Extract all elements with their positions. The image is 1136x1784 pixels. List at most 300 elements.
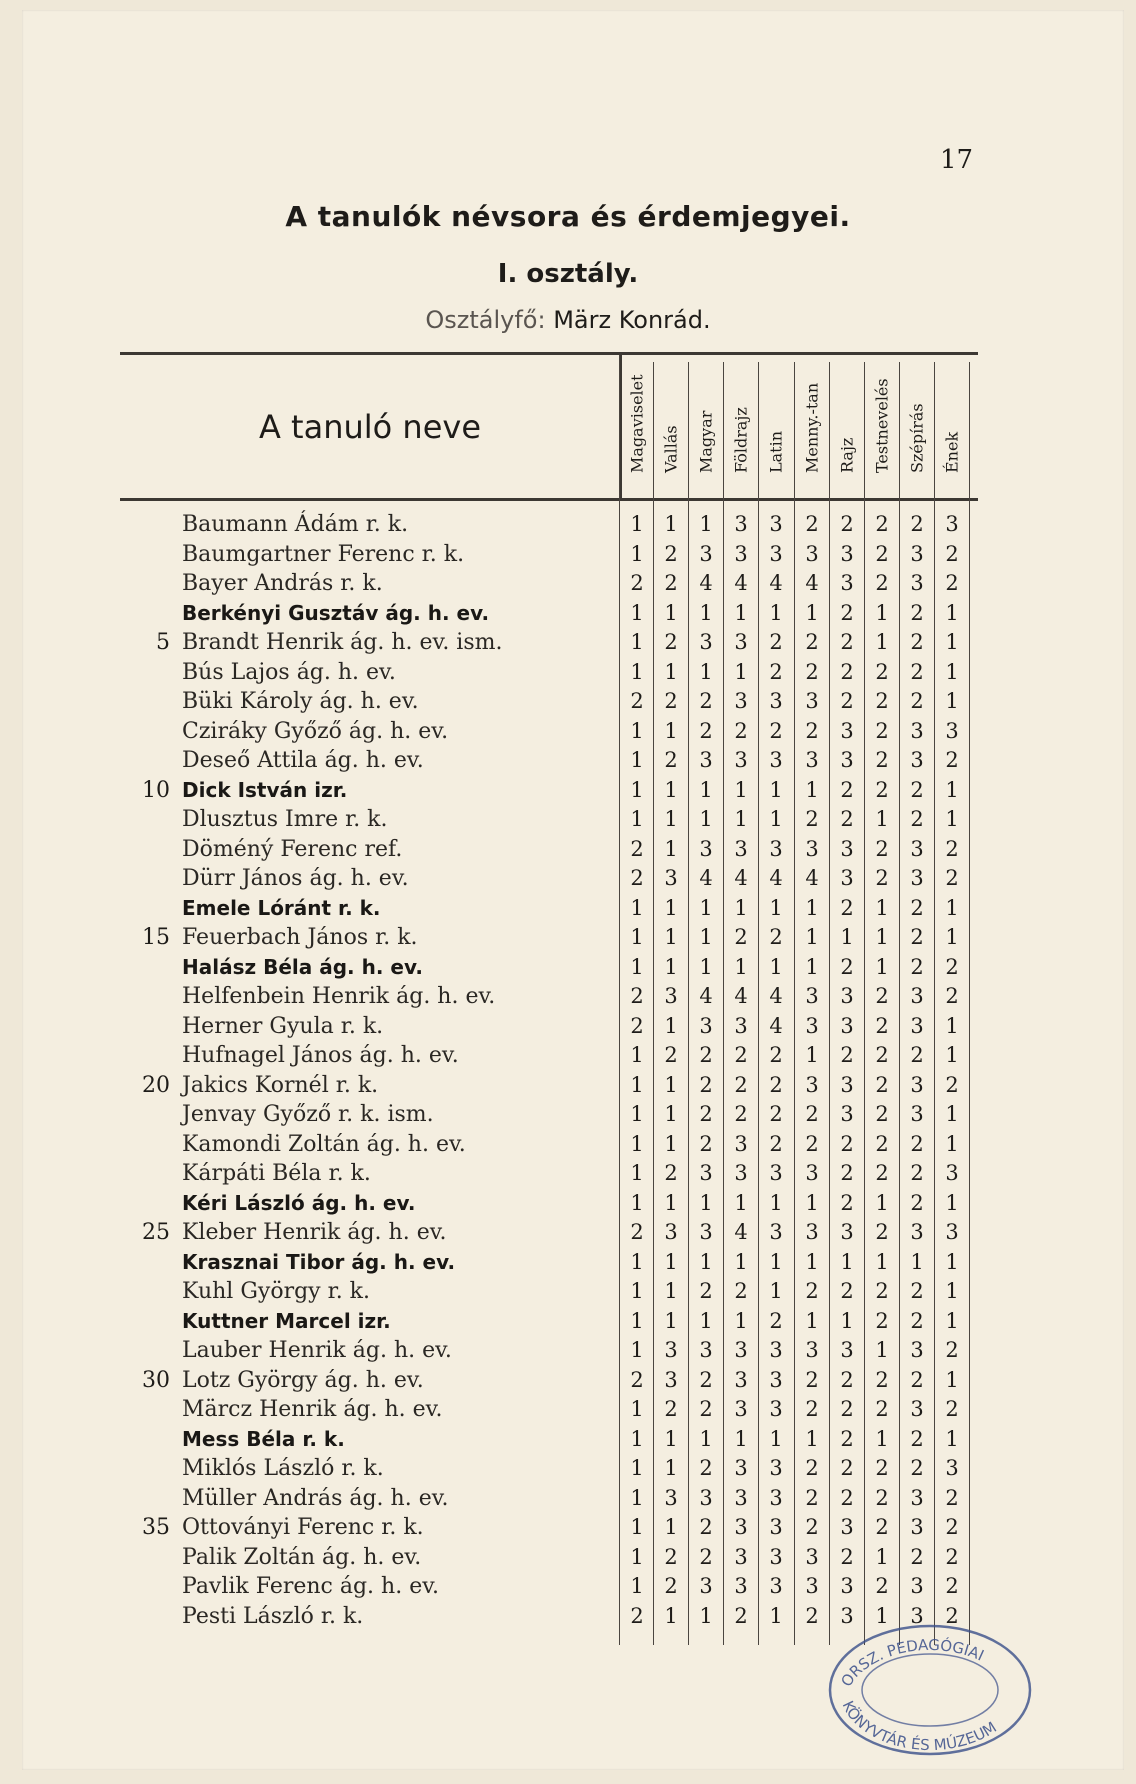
grade-cell: 3 bbox=[664, 1220, 678, 1244]
grade-cell: 1 bbox=[769, 1603, 783, 1628]
grade-cell: 1 bbox=[875, 807, 889, 831]
student-name: Büki Károly ág. h. ev. bbox=[182, 689, 419, 714]
grade-cell: 3 bbox=[769, 1161, 783, 1185]
grade-cell: 2 bbox=[910, 1279, 924, 1303]
grade-cell: 3 bbox=[769, 836, 783, 861]
grade-cell: 2 bbox=[840, 1131, 854, 1156]
grade-cell: 1 bbox=[734, 807, 748, 831]
grade-cell: 2 bbox=[875, 1574, 889, 1598]
grade-cell: 1 bbox=[630, 718, 644, 743]
subject-header-label: Ének bbox=[942, 431, 962, 473]
grade-cell: 2 bbox=[910, 1131, 924, 1156]
grade-cell: 3 bbox=[769, 748, 783, 772]
grade-cell: 2 bbox=[875, 1220, 889, 1244]
grade-cell: 3 bbox=[699, 836, 713, 861]
grade-cell: 2 bbox=[840, 659, 854, 684]
grade-cell: 3 bbox=[910, 1515, 924, 1539]
grade-cell: 2 bbox=[875, 571, 889, 595]
grade-cell: 4 bbox=[734, 1220, 748, 1244]
student-name: Müller András ág. h. ev. bbox=[182, 1485, 449, 1511]
grade-cell: 3 bbox=[769, 689, 783, 713]
grade-cell: 1 bbox=[875, 1249, 889, 1274]
grade-cell: 2 bbox=[630, 984, 644, 1008]
grade-cell: 2 bbox=[945, 954, 959, 979]
student-name: Kuhl György r. k. bbox=[182, 1279, 370, 1304]
grade-cell: 2 bbox=[910, 689, 924, 713]
grade-cell: 2 bbox=[875, 1456, 889, 1480]
student-row bbox=[0, 864, 1136, 893]
grade-cell: 3 bbox=[840, 1072, 854, 1097]
grade-cell: 1 bbox=[630, 541, 644, 566]
grade-cell: 3 bbox=[699, 1338, 713, 1362]
grade-cell: 1 bbox=[699, 512, 713, 536]
grade-cell: 1 bbox=[769, 1279, 783, 1303]
class-teacher-label: Osztályfő: bbox=[425, 306, 546, 334]
grade-cell: 2 bbox=[630, 1013, 644, 1038]
grade-cell: 3 bbox=[840, 541, 854, 566]
grade-cell: 2 bbox=[769, 630, 783, 654]
grade-cell: 3 bbox=[945, 1161, 959, 1185]
grade-cell: 1 bbox=[630, 748, 644, 772]
grade-cell: 2 bbox=[945, 571, 959, 595]
student-name: Helfenbein Henrik ág. h. ev. bbox=[182, 984, 496, 1009]
grade-cell: 1 bbox=[630, 1485, 644, 1510]
grade-cell: 3 bbox=[734, 748, 748, 772]
student-name: Halász Béla ág. h. ev. bbox=[182, 954, 423, 979]
grade-cell: 1 bbox=[840, 925, 854, 949]
grade-cell: 2 bbox=[630, 1220, 644, 1244]
student-row bbox=[0, 982, 1136, 1011]
grade-cell: 3 bbox=[910, 1102, 924, 1126]
grade-cell: 1 bbox=[875, 600, 889, 625]
student-name: Dick István izr. bbox=[182, 777, 348, 802]
grade-cell: 2 bbox=[875, 748, 889, 772]
grade-cell: 3 bbox=[840, 1515, 854, 1539]
grade-cell: 2 bbox=[769, 1043, 783, 1067]
student-name: Kleber Henrik ág. h. ev. bbox=[182, 1220, 447, 1245]
grade-cell: 3 bbox=[734, 1485, 748, 1510]
student-name: Baumgartner Ferenc r. k. bbox=[182, 541, 465, 567]
grade-cell: 2 bbox=[910, 630, 924, 654]
student-row bbox=[0, 540, 1136, 569]
subject-header-label: Testnevelés bbox=[872, 378, 892, 473]
student-name: Emele Lóránt r. k. bbox=[182, 895, 381, 920]
subject-header bbox=[654, 360, 688, 492]
grade-cell: 2 bbox=[734, 1102, 748, 1126]
grade-cell: 1 bbox=[875, 1338, 889, 1362]
grade-cell: 2 bbox=[840, 954, 854, 979]
grade-cell: 3 bbox=[734, 1456, 748, 1480]
stamp-text-bottom: KÖNYVTÁR ÉS MÚZEUM bbox=[838, 1697, 1000, 1755]
grade-cell: 1 bbox=[630, 807, 644, 831]
student-name: Kamondi Zoltán ág. h. ev. bbox=[182, 1131, 466, 1157]
grade-cell: 3 bbox=[734, 630, 748, 654]
grade-cell: 3 bbox=[910, 1603, 924, 1628]
subject-header-label: Vallás bbox=[661, 425, 681, 473]
grade-cell: 2 bbox=[910, 1426, 924, 1451]
grade-cell: 2 bbox=[840, 512, 854, 536]
grade-cell: 3 bbox=[840, 571, 854, 595]
grade-cell: 2 bbox=[875, 1072, 889, 1097]
grade-cell: 1 bbox=[630, 1574, 644, 1598]
grade-cell: 2 bbox=[875, 1485, 889, 1510]
grade-cell: 2 bbox=[699, 1456, 713, 1480]
student-row bbox=[0, 805, 1136, 834]
grade-cell: 2 bbox=[699, 1072, 713, 1097]
grade-cell: 1 bbox=[769, 807, 783, 831]
grade-cell: 1 bbox=[945, 600, 959, 625]
grade-cell: 2 bbox=[910, 659, 924, 684]
grade-cell: 3 bbox=[734, 1131, 748, 1156]
grade-cell: 1 bbox=[734, 777, 748, 802]
subject-header-label: Szépírás bbox=[907, 403, 927, 473]
row-number: 25 bbox=[142, 1220, 170, 1245]
grade-cell: 1 bbox=[630, 1161, 644, 1185]
grade-cell: 2 bbox=[805, 1603, 819, 1628]
student-row bbox=[0, 776, 1136, 805]
grade-cell: 3 bbox=[805, 1072, 819, 1097]
grade-cell: 3 bbox=[699, 1220, 713, 1244]
grade-cell: 2 bbox=[630, 1603, 644, 1628]
grade-cell: 2 bbox=[699, 1544, 713, 1569]
grade-cell: 3 bbox=[734, 836, 748, 861]
grade-cell: 2 bbox=[945, 1515, 959, 1539]
student-row bbox=[0, 746, 1136, 775]
grade-cell: 1 bbox=[664, 925, 678, 949]
grade-cell: 1 bbox=[875, 895, 889, 920]
grade-cell: 2 bbox=[875, 1367, 889, 1392]
grade-cell: 3 bbox=[769, 1397, 783, 1421]
grade-cell: 2 bbox=[769, 925, 783, 949]
grade-cell: 2 bbox=[875, 1131, 889, 1156]
grade-cell: 3 bbox=[769, 1544, 783, 1569]
grade-cell: 3 bbox=[734, 1515, 748, 1539]
student-name: Kéri László ág. h. ev. bbox=[182, 1190, 416, 1215]
grade-cell: 2 bbox=[664, 748, 678, 772]
grade-cell: 3 bbox=[769, 1485, 783, 1510]
grade-cell: 1 bbox=[664, 1102, 678, 1126]
student-row bbox=[0, 1395, 1136, 1424]
grade-cell: 2 bbox=[875, 777, 889, 802]
grade-cell: 2 bbox=[805, 1515, 819, 1539]
grade-cell: 3 bbox=[769, 1456, 783, 1480]
grade-cell: 3 bbox=[840, 1338, 854, 1362]
grade-cell: 2 bbox=[664, 1161, 678, 1185]
grade-cell: 1 bbox=[664, 1603, 678, 1628]
grade-cell: 4 bbox=[699, 866, 713, 890]
student-name: Märcz Henrik ág. h. ev. bbox=[182, 1397, 443, 1422]
grade-cell: 2 bbox=[840, 1190, 854, 1215]
grade-cell: 1 bbox=[805, 777, 819, 802]
grade-cell: 1 bbox=[945, 1249, 959, 1274]
stamp-text-top: ORSZ. PEDAGÓGIAI bbox=[837, 1635, 987, 1690]
grade-cell: 1 bbox=[769, 954, 783, 979]
student-row bbox=[0, 1513, 1136, 1542]
grade-cell: 3 bbox=[910, 1338, 924, 1362]
grade-cell: 1 bbox=[945, 1367, 959, 1392]
grade-cell: 3 bbox=[769, 1574, 783, 1598]
grade-cell: 2 bbox=[699, 1367, 713, 1392]
student-name: Cziráky Győző ág. h. ev. bbox=[182, 718, 449, 744]
grade-cell: 2 bbox=[630, 689, 644, 713]
grade-cell: 1 bbox=[630, 1426, 644, 1451]
grade-cell: 2 bbox=[734, 1043, 748, 1067]
grade-cell: 2 bbox=[945, 1603, 959, 1628]
grade-cell: 2 bbox=[664, 541, 678, 566]
student-name: Herner Gyula r. k. bbox=[182, 1013, 384, 1039]
page-number: 17 bbox=[940, 145, 974, 175]
grade-cell: 1 bbox=[664, 777, 678, 802]
grade-cell: 1 bbox=[734, 895, 748, 920]
grade-cell: 1 bbox=[630, 1279, 644, 1303]
grade-cell: 1 bbox=[664, 1013, 678, 1038]
grade-cell: 2 bbox=[945, 1544, 959, 1569]
grade-cell: 1 bbox=[699, 659, 713, 684]
grade-cell: 3 bbox=[699, 541, 713, 566]
grade-cell: 3 bbox=[699, 630, 713, 654]
grade-cell: 2 bbox=[664, 1574, 678, 1598]
grade-cell: 1 bbox=[630, 925, 644, 949]
grade-cell: 1 bbox=[805, 1190, 819, 1215]
subject-header-label: Latin bbox=[766, 430, 786, 473]
grade-cell: 1 bbox=[840, 1308, 854, 1333]
grade-cell: 2 bbox=[945, 1338, 959, 1362]
grade-cell: 4 bbox=[699, 571, 713, 595]
grade-cell: 2 bbox=[664, 1544, 678, 1569]
grade-cell: 1 bbox=[664, 1072, 678, 1097]
grade-cell: 4 bbox=[734, 984, 748, 1008]
grade-cell: 3 bbox=[910, 1220, 924, 1244]
class-title: I. osztály. bbox=[497, 259, 639, 289]
grade-cell: 3 bbox=[734, 1161, 748, 1185]
grade-cell: 2 bbox=[910, 1308, 924, 1333]
grade-cell: 2 bbox=[805, 718, 819, 743]
grade-cell: 2 bbox=[769, 718, 783, 743]
grade-cell: 1 bbox=[875, 954, 889, 979]
grade-cell: 1 bbox=[699, 807, 713, 831]
grade-cell: 2 bbox=[699, 1131, 713, 1156]
grade-cell: 1 bbox=[734, 1249, 748, 1274]
student-name: Lotz György ág. h. ev. bbox=[182, 1367, 424, 1393]
grade-cell: 1 bbox=[664, 1249, 678, 1274]
grade-cell: 3 bbox=[734, 1338, 748, 1362]
grade-cell: 3 bbox=[840, 866, 854, 890]
grade-cell: 1 bbox=[945, 1013, 959, 1038]
grade-cell: 1 bbox=[734, 600, 748, 625]
grade-cell: 2 bbox=[769, 1072, 783, 1097]
grade-cell: 2 bbox=[875, 984, 889, 1008]
student-name: Bayer András r. k. bbox=[182, 571, 383, 596]
grade-cell: 2 bbox=[910, 512, 924, 536]
grade-cell: 2 bbox=[699, 718, 713, 743]
grade-cell: 2 bbox=[945, 1485, 959, 1510]
grade-cell: 4 bbox=[769, 1013, 783, 1038]
grade-cell: 2 bbox=[840, 895, 854, 920]
grade-cell: 2 bbox=[664, 630, 678, 654]
grade-cell: 3 bbox=[945, 1456, 959, 1480]
grade-cell: 1 bbox=[630, 895, 644, 920]
grade-cell: 1 bbox=[945, 659, 959, 684]
grade-cell: 2 bbox=[699, 1043, 713, 1067]
student-name: Dlusztus Imre r. k. bbox=[182, 807, 388, 832]
subject-header bbox=[900, 360, 934, 492]
grade-cell: 1 bbox=[734, 1190, 748, 1215]
grade-cell: 1 bbox=[630, 1544, 644, 1569]
grade-cell: 3 bbox=[840, 1102, 854, 1126]
grade-cell: 3 bbox=[664, 984, 678, 1008]
grade-cell: 2 bbox=[840, 1043, 854, 1067]
grade-cell: 2 bbox=[840, 1367, 854, 1392]
student-name: Kárpáti Béla r. k. bbox=[182, 1161, 371, 1186]
grade-cell: 1 bbox=[875, 1190, 889, 1215]
grade-cell: 3 bbox=[805, 748, 819, 772]
subject-header-label: Rajz bbox=[837, 437, 857, 473]
grade-cell: 1 bbox=[769, 895, 783, 920]
grade-cell: 1 bbox=[630, 1190, 644, 1215]
grade-cell: 2 bbox=[875, 512, 889, 536]
grade-cell: 2 bbox=[805, 630, 819, 654]
grade-cell: 2 bbox=[910, 1043, 924, 1067]
subject-header bbox=[935, 360, 969, 492]
grade-cell: 3 bbox=[840, 1220, 854, 1244]
grade-cell: 1 bbox=[630, 1131, 644, 1156]
grade-cell: 1 bbox=[945, 777, 959, 802]
grade-cell: 2 bbox=[910, 1367, 924, 1392]
grade-cell: 2 bbox=[910, 600, 924, 625]
grade-cell: 3 bbox=[840, 1603, 854, 1628]
grade-cell: 2 bbox=[805, 1279, 819, 1303]
grade-cell: 2 bbox=[910, 1190, 924, 1215]
grade-cell: 3 bbox=[734, 1367, 748, 1392]
grade-cell: 1 bbox=[699, 1308, 713, 1333]
grade-cell: 1 bbox=[945, 1308, 959, 1333]
grade-cell: 3 bbox=[664, 1338, 678, 1362]
student-name: Jenvay Győző r. k. ism. bbox=[182, 1102, 434, 1127]
grade-cell: 3 bbox=[805, 1161, 819, 1185]
grade-cell: 3 bbox=[699, 1485, 713, 1510]
grade-cell: 2 bbox=[945, 1397, 959, 1421]
grade-cell: 1 bbox=[875, 1426, 889, 1451]
student-row bbox=[0, 894, 1136, 923]
grade-cell: 2 bbox=[734, 1279, 748, 1303]
grade-cell: 4 bbox=[699, 984, 713, 1008]
grade-cell: 3 bbox=[699, 1574, 713, 1598]
grade-cell: 4 bbox=[769, 571, 783, 595]
grade-cell: 1 bbox=[805, 1426, 819, 1451]
grade-cell: 2 bbox=[664, 1397, 678, 1421]
grade-cell: 2 bbox=[630, 571, 644, 595]
row-number: 5 bbox=[156, 630, 170, 655]
grade-cell: 2 bbox=[734, 718, 748, 743]
grade-cell: 1 bbox=[664, 1279, 678, 1303]
grade-cell: 3 bbox=[769, 1367, 783, 1392]
student-row bbox=[0, 1572, 1136, 1601]
class-teacher-name: März Konrád. bbox=[553, 306, 711, 334]
grade-cell: 2 bbox=[805, 1485, 819, 1510]
grade-cell: 2 bbox=[875, 541, 889, 566]
grade-cell: 1 bbox=[734, 659, 748, 684]
grade-cell: 2 bbox=[805, 807, 819, 831]
student-name: Palik Zoltán ág. h. ev. bbox=[182, 1544, 422, 1570]
grade-cell: 3 bbox=[805, 1220, 819, 1244]
student-name: Berkényi Gusztáv ág. h. ev. bbox=[182, 600, 490, 625]
grade-cell: 1 bbox=[805, 600, 819, 625]
grade-cell: 3 bbox=[840, 836, 854, 861]
grade-cell: 3 bbox=[699, 748, 713, 772]
grade-cell: 1 bbox=[945, 807, 959, 831]
student-name: Feuerbach János r. k. bbox=[182, 925, 418, 950]
grade-cell: 2 bbox=[769, 1308, 783, 1333]
grade-cell: 1 bbox=[805, 1308, 819, 1333]
grade-cell: 1 bbox=[769, 600, 783, 625]
subject-header-label: Magyar bbox=[696, 410, 716, 473]
grade-cell: 1 bbox=[630, 512, 644, 536]
row-number: 20 bbox=[142, 1072, 170, 1098]
page-title: A tanulók névsora és érdemjegyei. bbox=[285, 200, 851, 233]
grade-cell: 1 bbox=[630, 777, 644, 802]
library-stamp bbox=[815, 1610, 1045, 1760]
grade-cell: 1 bbox=[805, 895, 819, 920]
grade-cell: 1 bbox=[630, 1249, 644, 1274]
grade-cell: 1 bbox=[630, 630, 644, 654]
grade-cell: 2 bbox=[875, 659, 889, 684]
grade-cell: 1 bbox=[664, 807, 678, 831]
grade-cell: 3 bbox=[664, 1367, 678, 1392]
student-name: Döméný Ferenc ref. bbox=[182, 836, 403, 862]
grade-cell: 3 bbox=[805, 1544, 819, 1569]
grade-cell: 1 bbox=[945, 1279, 959, 1303]
subject-header bbox=[865, 360, 899, 492]
grade-cell: 1 bbox=[630, 1043, 644, 1067]
grade-cell: 2 bbox=[910, 1544, 924, 1569]
grade-cell: 2 bbox=[910, 807, 924, 831]
grade-cell: 2 bbox=[840, 1485, 854, 1510]
grade-cell: 1 bbox=[734, 1308, 748, 1333]
grade-cell: 2 bbox=[945, 1574, 959, 1598]
grade-cell: 2 bbox=[805, 1456, 819, 1480]
grade-cell: 1 bbox=[699, 1426, 713, 1451]
grade-cell: 2 bbox=[840, 689, 854, 713]
student-name: Ottoványi Ferenc r. k. bbox=[182, 1515, 424, 1540]
student-row bbox=[0, 569, 1136, 598]
grade-cell: 2 bbox=[875, 836, 889, 861]
student-name: Kuttner Marcel izr. bbox=[182, 1308, 391, 1333]
grade-cell: 2 bbox=[875, 1043, 889, 1067]
student-name: Mess Béla r. k. bbox=[182, 1426, 345, 1451]
grade-cell: 2 bbox=[840, 1397, 854, 1421]
row-number: 30 bbox=[142, 1367, 170, 1393]
grade-cell: 3 bbox=[910, 1574, 924, 1598]
grade-cell: 3 bbox=[910, 571, 924, 595]
grade-cell: 2 bbox=[664, 1043, 678, 1067]
subject-header-label: Földrajz bbox=[731, 407, 751, 473]
student-name: Lauber Henrik ág. h. ev. bbox=[182, 1338, 452, 1363]
grade-cell: 1 bbox=[945, 1426, 959, 1451]
grade-cell: 2 bbox=[699, 1102, 713, 1126]
student-row bbox=[0, 1159, 1136, 1188]
grade-cell: 3 bbox=[910, 1397, 924, 1421]
grade-cell: 3 bbox=[910, 1013, 924, 1038]
grade-cell: 1 bbox=[945, 1190, 959, 1215]
grade-cell: 1 bbox=[630, 1102, 644, 1126]
grade-cell: 3 bbox=[769, 1338, 783, 1362]
grade-cell: 1 bbox=[734, 1426, 748, 1451]
grade-cell: 1 bbox=[630, 954, 644, 979]
grade-cell: 3 bbox=[734, 689, 748, 713]
grade-cell: 3 bbox=[734, 1397, 748, 1421]
grade-cell: 2 bbox=[840, 1426, 854, 1451]
grade-cell: 2 bbox=[910, 777, 924, 802]
